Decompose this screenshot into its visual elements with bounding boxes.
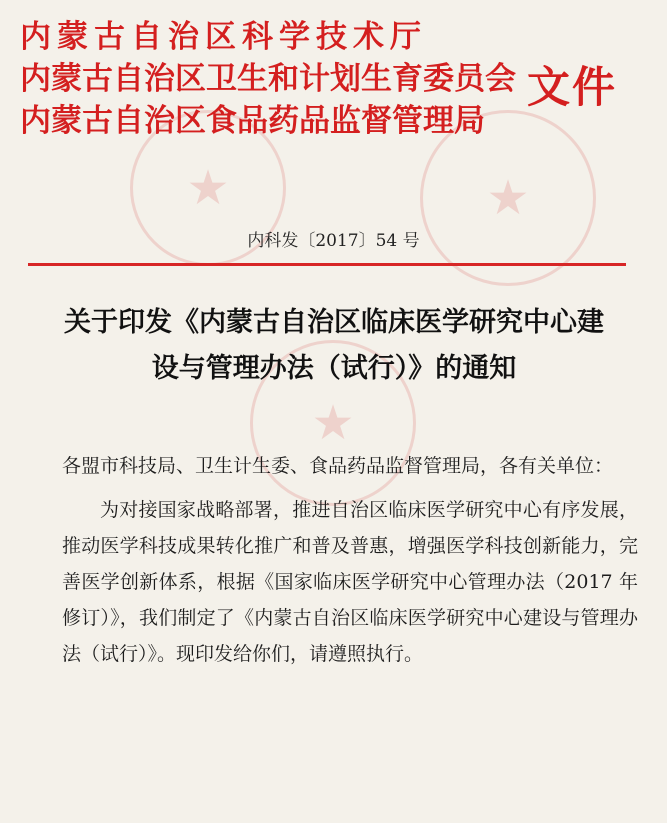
issuer-list bbox=[20, 16, 540, 142]
issuer-name: 内蒙古自治区食品药品监督管理局 bbox=[20, 103, 485, 139]
notice-title-line: 关于印发《内蒙古自治区临床医学研究中心建 bbox=[64, 307, 604, 338]
document-type-label: 文件 bbox=[527, 63, 617, 113]
seal-watermark: ★ bbox=[250, 340, 416, 506]
header-divider bbox=[28, 263, 626, 266]
issuer-name: 内蒙古自治区科学技术厅 bbox=[20, 19, 427, 55]
seal-watermark: ★ bbox=[130, 110, 286, 266]
issuer-name: 内蒙古自治区卫生和计划生育委员会 bbox=[20, 61, 516, 97]
salutation: 各盟市科技局、卫生计生委、食品药品监督管理局，各有关单位： bbox=[62, 455, 614, 477]
document-number: 内科发〔2017〕54 号 bbox=[247, 231, 420, 251]
body-paragraph: 为对接国家战略部署，推进自治区临床医学研究中心有序发展，推动医学科技成果转化推广和普及普惠，增强医学科技创新能力，完善医学创新体系，根据《国家临床医学研究中心管理办法（2017 年修订）》，我们制定了《内蒙古自治区临床医学研究中心建设与管理办法（试行）》。现印发给你们，请遵照执行。 bbox=[62, 499, 638, 665]
notice-title bbox=[30, 300, 638, 392]
seal-watermark: ★ bbox=[420, 110, 596, 286]
notice-body bbox=[62, 448, 638, 672]
notice-title-line: 设与管理办法（试行）》的通知 bbox=[151, 353, 517, 384]
